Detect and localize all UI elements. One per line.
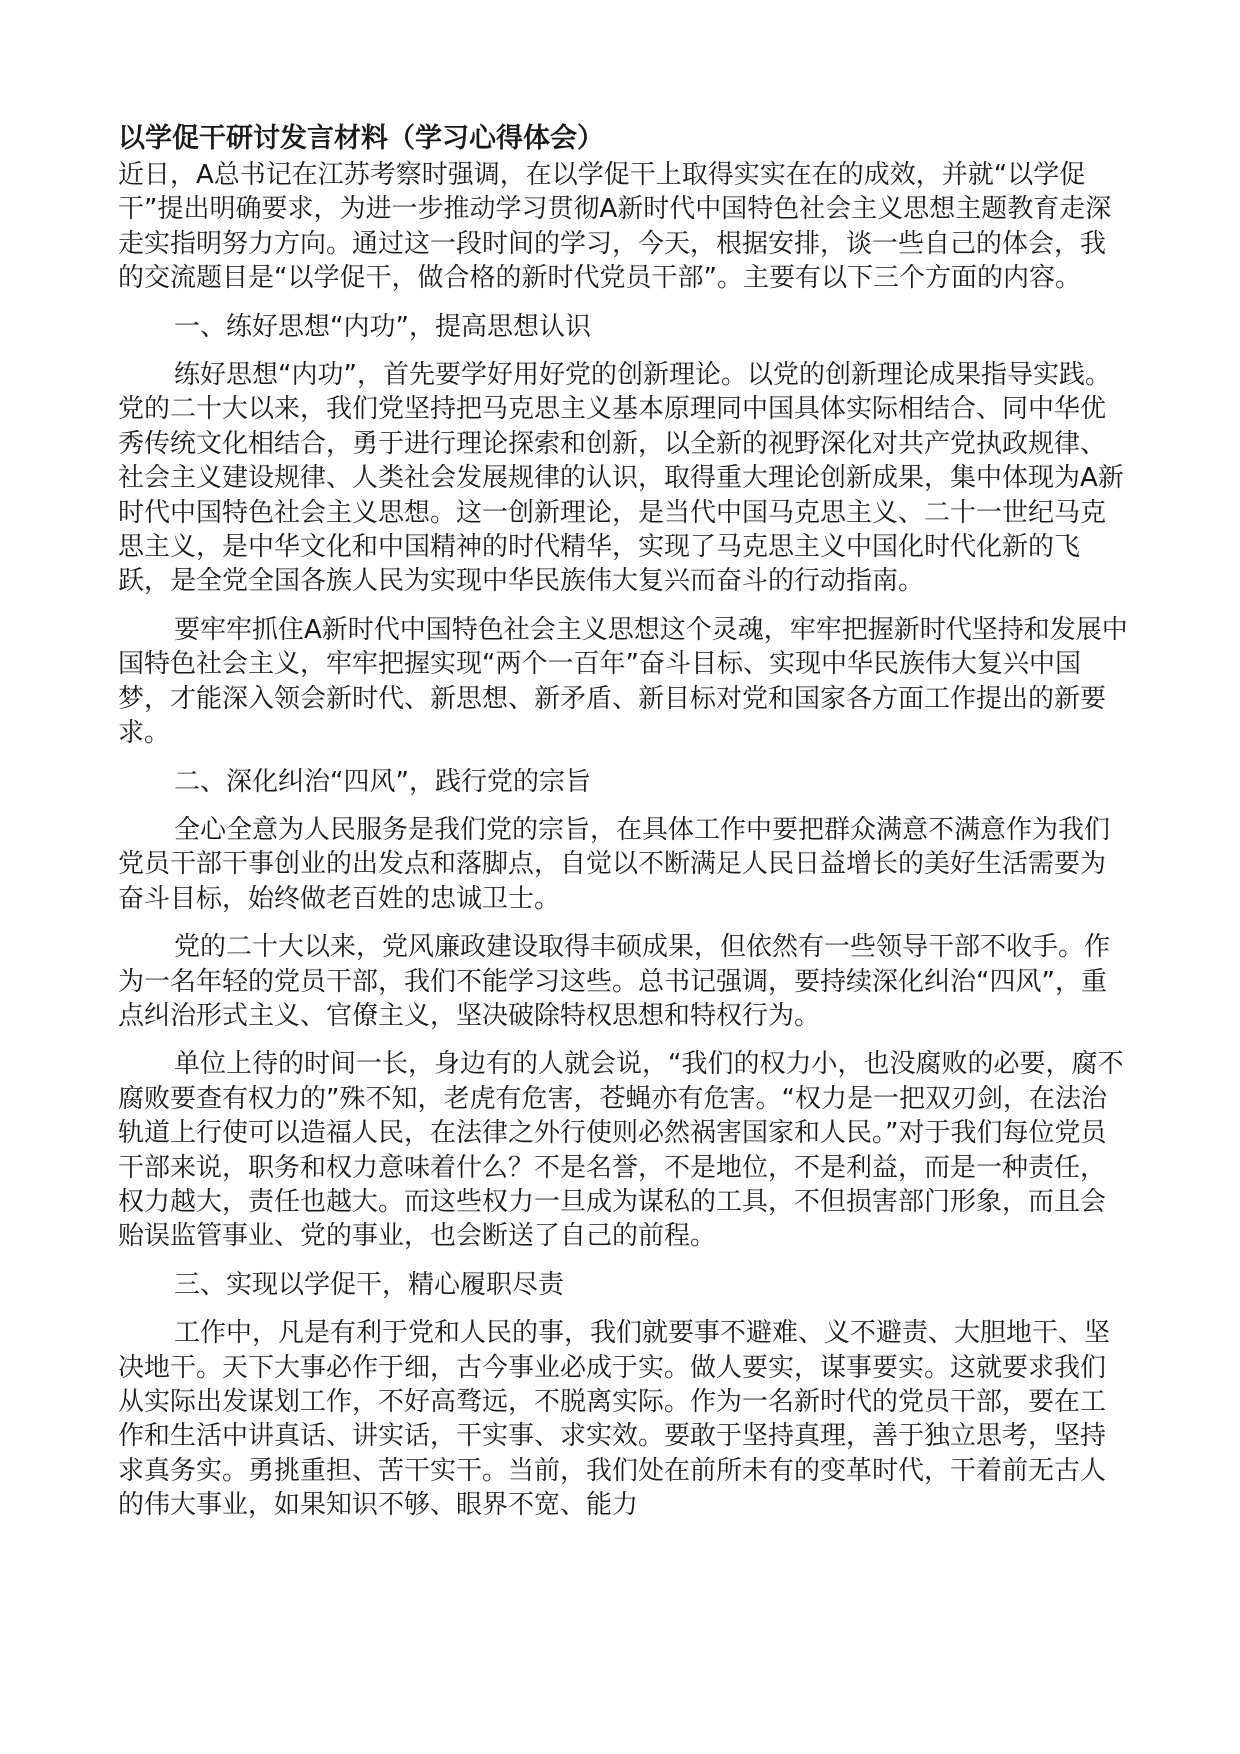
document-title: 以学促干研讨发言材料（学习心得体会） bbox=[118, 123, 604, 154]
section-3-paragraph-1: 工作中，凡是有利于党和人民的事，我们就要事不避难、义不避责、大胆地干、坚决地干。天下大事必作于细，古今事业必成于实。做人要实，谋事要实。这就要求我们从实际出发谋划工作，不好高骛远，不脱离实际。作为一名新时代的党员干部，要在工作和生活中讲真话、讲实话，干实事、求实效。要敢于坚持真理，善于独立思考，坚持求真务实。勇挑重担、苦干实干。当前，我们处在前所未有的变革时代，干着前无古人的伟大事业，如果知识不够、眼界不宽、能力 bbox=[118, 1318, 1111, 1521]
section-1-heading: 一、练好思想“内功”，提高思想认识 bbox=[174, 311, 591, 342]
document-page bbox=[118, 122, 1130, 1537]
section-2-heading: 二、深化纠治“四风”，践行党的宗旨 bbox=[174, 766, 591, 797]
section-3-heading: 三、实现以学促干，精心履职尽责 bbox=[174, 1269, 565, 1300]
section-2-paragraph-3: 单位上待的时间一长，身边有的人就会说，“我们的权力小，也没腐败的必要，腐不腐败要查有权力的”殊不知，老虎有危害，苍蝇亦有危害。“权力是一把双刃剑，在法治轨道上行使可以造福人民，在法律之外行使则必然祸害国家和人民。”对于我们每位党员干部来说，职务和权力意味着什么？不是名誉，不是地位，不是利益，而是一种责任，权力越大，责任也越大。而这些权力一旦成为谋私的工具，不但损害部门形象，而且会贻误监管事业、党的事业，也会断送了自己的前程。 bbox=[118, 1049, 1124, 1252]
section-2-paragraph-2: 党的二十大以来，党风廉政建设取得丰硕成果，但依然有一些领导干部不收手。作为一名年轻的党员干部，我们不能学习这些。总书记强调，要持续深化纠治“四风”，重点纠治形式主义、官僚主义，坚决破除特权思想和特权行为。 bbox=[118, 932, 1111, 1031]
section-2-paragraph-1: 全心全意为人民服务是我们党的宗旨，在具体工作中要把群众满意不满意作为我们党员干部干事创业的出发点和落脚点，自觉以不断满足人民日益增长的美好生活需要为奋斗目标，始终做老百姓的忠诚卫士。 bbox=[118, 814, 1111, 914]
section-1-paragraph-1: 练好思想“内功”，首先要学好用好党的创新理论。以党的创新理论成果指导实践。党的二十大以来，我们党坚持把马克思主义基本原理同中国具体实际相结合、同中华优秀传统文化相结合，勇于进行理论探索和创新，以全新的视野深化对共产党执政规律、社会主义建设规律、人类社会发展规律的认识，取得重大理论创新成果，集中体现为A新时代中国特色社会主义思想。这一创新理论，是当代中国马克思主义、二十一世纪马克思主义，是中华文化和中国精神的时代精华，实现了马克思主义中国化时代化新的飞跃，是全党全国各族人民为实现中华民族伟大复兴而奋斗的行动指南。 bbox=[118, 360, 1124, 597]
section-1-paragraph-2: 要牢牢抓住A新时代中国特色社会主义思想这个灵魂，牢牢把握新时代坚持和发展中国特色社会主义，牢牢把握实现“两个一百年”奋斗目标、实现中华民族伟大复兴中国梦，才能深入领会新时代、新思想、新矛盾、新目标对党和国家各方面工作提出的新要求。 bbox=[118, 614, 1128, 749]
intro-paragraph: 近日，A总书记在江苏考察时强调，在以学促干上取得实实在在的成效，并就“以学促干”提出明确要求，为进一步推动学习贯彻A新时代中国特色社会主义思想主题教育走深走实指明努力方向。通过这一段时间的学习，今天，根据安排，谈一些自己的体会，我的交流题目是“以学促干，做合格的新时代党员干部”。主要有以下三个方面的内容。 bbox=[118, 160, 1112, 294]
